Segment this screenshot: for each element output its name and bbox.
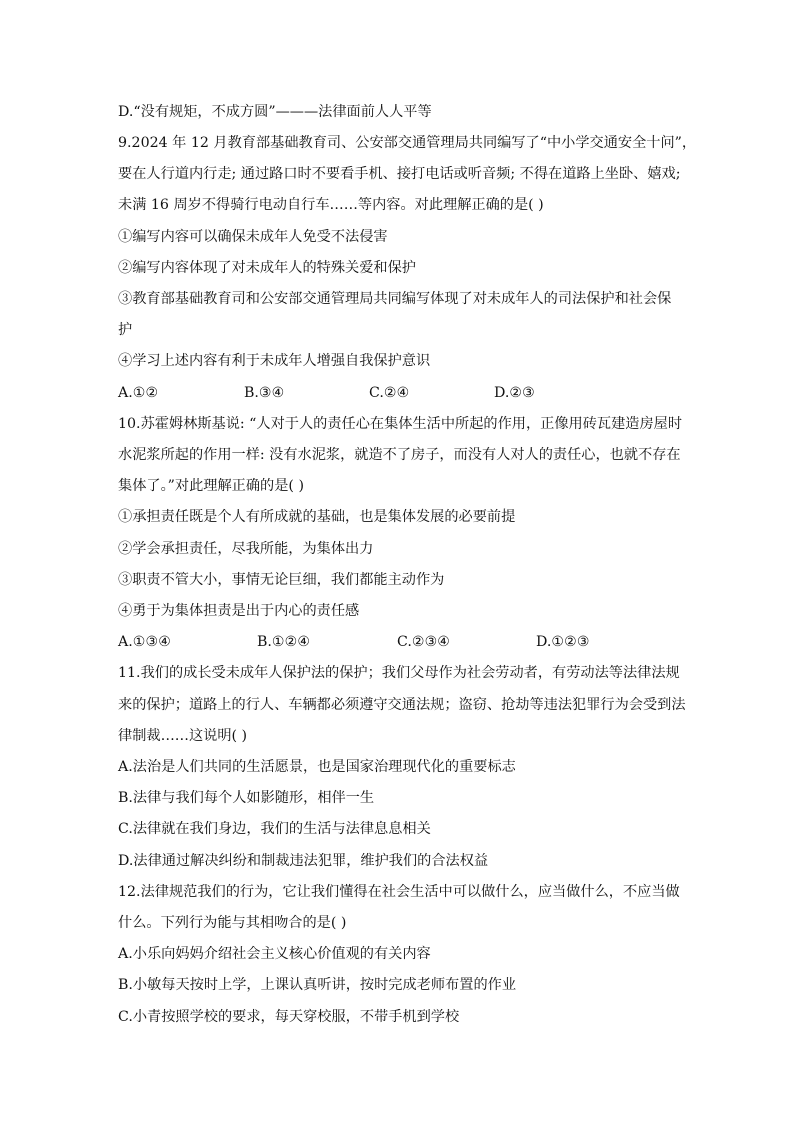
q11-option-a: A.法治是人们共同的生活愿景，也是国家治理现代化的重要标志 [118,759,516,775]
q10-option-a: A.①③④ [118,634,171,650]
q9-option-c: C.②④ [369,385,410,401]
q12-stem-line-2: 什么。下列行为能与其相吻合的是( ) [118,915,347,931]
q11-stem-line-2: 来的保护；道路上的行人、车辆都必须遵守交通法规；盗窃、抢劫等违法犯罪行为会受到法 [118,697,686,713]
q9-stem-line-1: 9.2024 年 12 月教育部基础教育司、公安部交通管理局共同编写了“中小学交通安全十问”， [118,135,697,151]
q11-option-b: B.法律与我们每个人如影随形，相伴一生 [118,790,375,806]
q12-option-c: C.小青按照学校的要求，每天穿校服，不带手机到学校 [118,1009,460,1025]
q10-statement-1: ①承担责任既是个人有所成就的基础，也是集体发展的必要前提 [118,509,516,525]
q10-stem-line-2: 水泥浆所起的作用一样: 没有水泥浆，就造不了房子，而没有人对人的责任心，也就不存在 [118,447,681,463]
q9-statement-3: ③教育部基础教育司和公安部交通管理局共同编写体现了对未成年人的司法保护和社会保 [118,291,672,307]
q9-statement-2: ②编写内容体现了对未成年人的特殊关爱和保护 [118,260,416,276]
q11-option-c: C.法律就在我们身边，我们的生活与法律息息相关 [118,821,431,837]
q9-statement-4: ④学习上述内容有利于未成年人增强自我保护意识 [118,353,431,369]
q10-statement-4: ④勇于为集体担责是出于内心的责任感 [118,603,360,619]
q10-option-b: B.①②④ [257,634,311,650]
q9-stem-line-3: 未满 16 周岁不得骑行电动自行车……等内容。对此理解正确的是( ) [118,197,544,213]
q10-stem-line-3: 集体了。”对此理解正确的是( ) [118,478,304,494]
q12-stem-line-1: 12.法律规范我们的行为，它让我们懂得在社会生活中可以做什么，应当做什么，不应当做 [118,884,680,900]
q11-stem-line-1: 11.我们的成长受未成年人保护法的保护；我们父母作为社会劳动者，有劳动法等法律法规 [118,665,680,681]
q12-option-a: A.小乐向妈妈介绍社会主义核心价值观的有关内容 [118,946,431,962]
q11-stem-line-3: 律制裁……这说明( ) [118,728,248,744]
q9-statement-3-cont: 护 [118,322,133,338]
q10-option-c: C.②③④ [397,634,451,650]
q9-statement-1: ①编写内容可以确保未成年人免受不法侵害 [118,229,388,245]
q11-option-d: D.法律通过解决纠纷和制裁违法犯罪，维护我们的合法权益 [118,853,489,869]
q8-option-d: D.“没有规矩，不成方圆”———法律面前人人平等 [118,104,432,120]
q12-option-b: B.小敏每天按时上学，上课认真听讲，按时完成老师布置的作业 [118,977,517,993]
q10-option-d: D.①②③ [536,634,590,650]
q9-option-b: B.③④ [244,385,285,401]
q9-option-d: D.②③ [494,385,535,401]
q10-statement-2: ②学会承担责任，尽我所能，为集体出力 [118,541,374,557]
q9-option-a: A.①② [118,385,159,401]
q10-stem-line-1: 10.苏霍姆林斯基说: “人对于人的责任心在集体生活中所起的作用，正像用砖瓦建造房屋时 [118,416,683,432]
q9-stem-line-2: 要在人行道内行走; 通过路口时不要看手机、接打电话或听音频; 不得在道路上坐卧、嬉戏; [118,166,681,182]
q10-statement-3: ③职责不管大小，事情无论巨细，我们都能主动作为 [118,572,445,588]
